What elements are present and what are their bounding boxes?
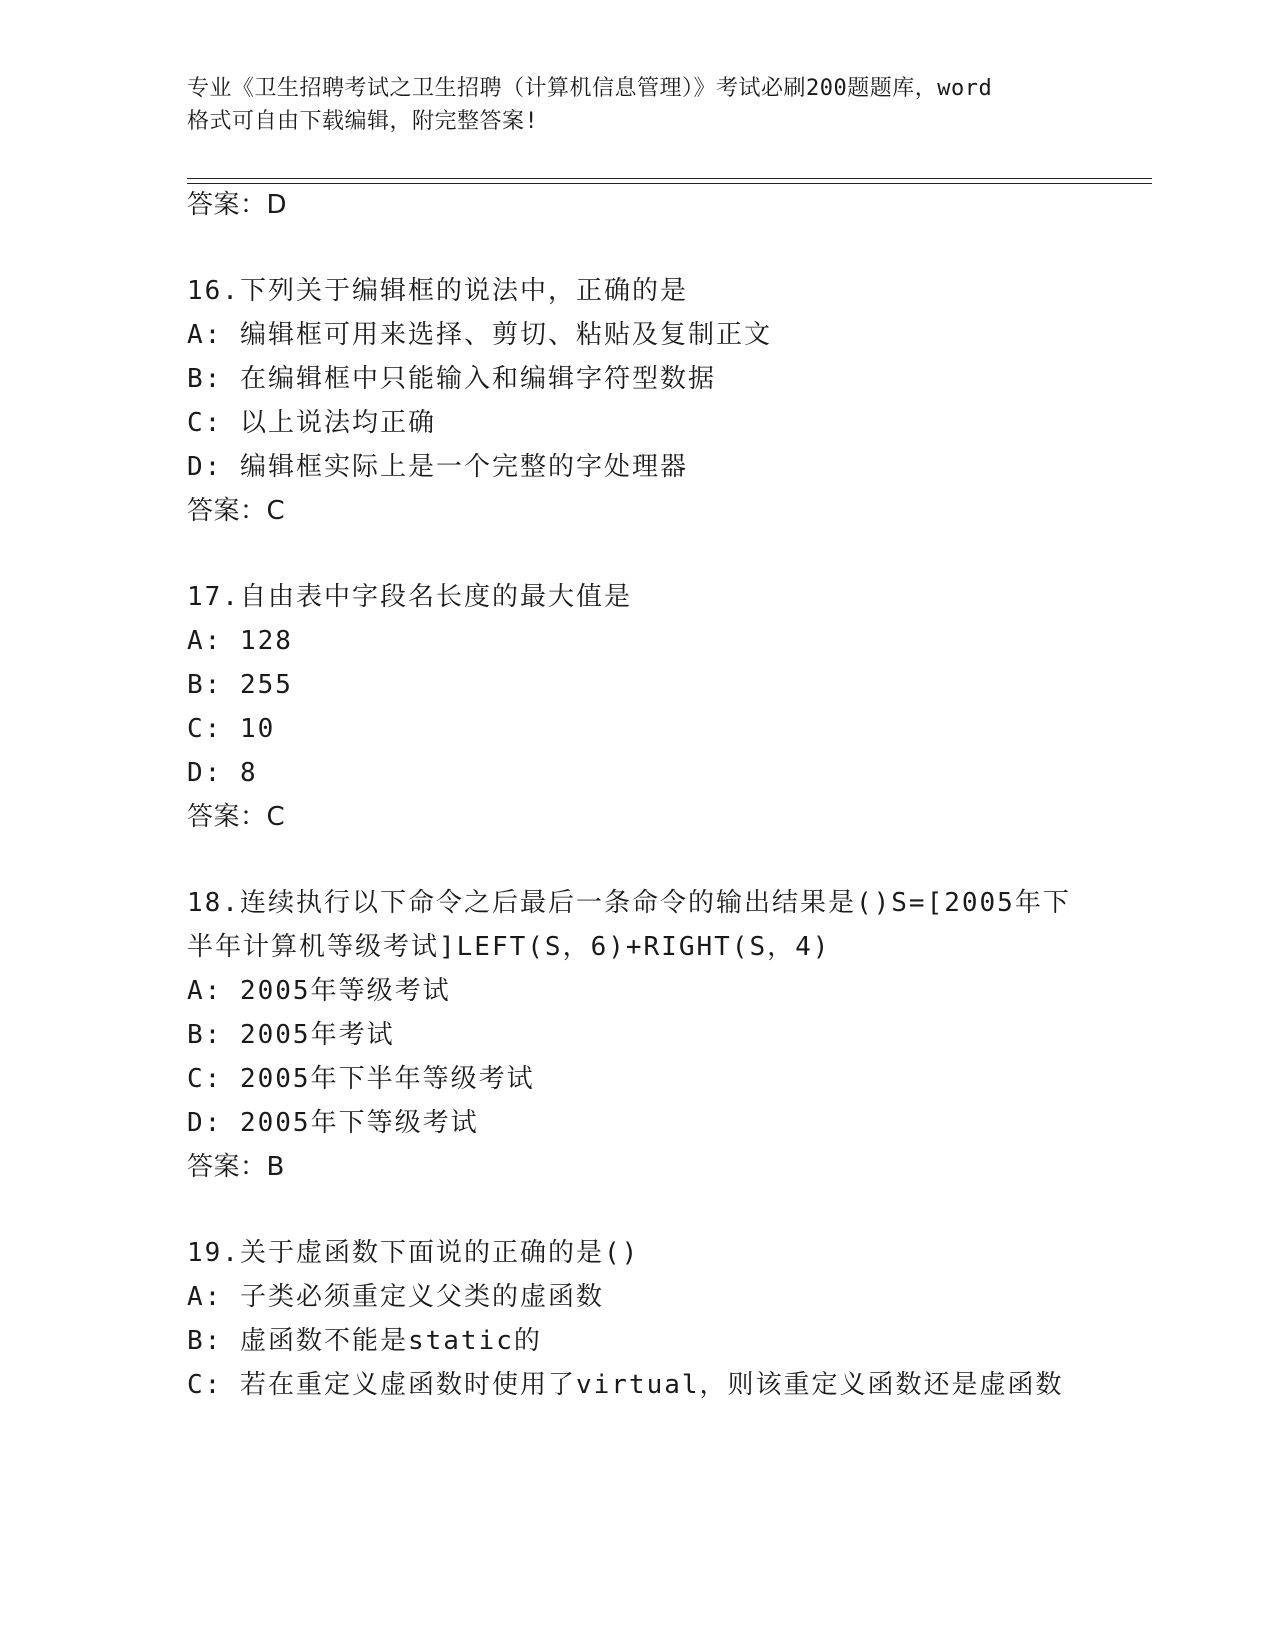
header-rule-top [187, 178, 1152, 179]
q18-option-c: C: 2005年下半年等级考试 [187, 1064, 535, 1094]
q19-option-b: B: 虚函数不能是static的 [187, 1326, 542, 1356]
q18-option-a: A: 2005年等级考试 [187, 976, 451, 1006]
document-header [187, 72, 1087, 138]
q17-option-a: A: 128 [187, 626, 293, 656]
q17-option-d: D: 8 [187, 758, 258, 788]
q19-option-c: C: 若在重定义虚函数时使用了virtual，则该重定义函数还是虚函数 [187, 1370, 1064, 1400]
header-rule-bottom [187, 183, 1152, 184]
q16-option-c: C: 以上说法均正确 [187, 408, 436, 438]
q17-answer: 答案：C [187, 802, 286, 832]
question-18-line-1: 18.连续执行以下命令之后最后一条命令的输出结果是()S=[2005年下 [187, 888, 1071, 918]
question-19: 19.关于虚函数下面说的正确的是() [187, 1238, 640, 1268]
q17-option-b: B: 255 [187, 670, 293, 700]
answer-previous: 答案：D [187, 190, 288, 220]
q16-option-b: B: 在编辑框中只能输入和编辑字符型数据 [187, 364, 716, 394]
question-18-line-2: 半年计算机等级考试]LEFT(S，6)+RIGHT(S，4) [187, 932, 831, 962]
q16-answer: 答案：C [187, 496, 286, 526]
q18-option-b: B: 2005年考试 [187, 1020, 395, 1050]
header-line-1: 专业《卫生招聘考试之卫生招聘（计算机信息管理）》考试必刷200题题库，word [187, 76, 993, 101]
question-16: 16.下列关于编辑框的说法中，正确的是 [187, 276, 688, 306]
q18-option-d: D: 2005年下等级考试 [187, 1108, 479, 1138]
q18-answer: 答案：B [187, 1152, 285, 1182]
q17-option-c: C: 10 [187, 714, 276, 744]
q16-option-a: A: 编辑框可用来选择、剪切、粘贴及复制正文 [187, 320, 772, 350]
q16-option-d: D: 编辑框实际上是一个完整的字处理器 [187, 452, 688, 482]
header-line-2: 格式可自由下载编辑，附完整答案! [187, 109, 539, 134]
question-17: 17.自由表中字段名长度的最大值是 [187, 582, 632, 612]
q19-option-a: A: 子类必须重定义父类的虚函数 [187, 1282, 604, 1312]
